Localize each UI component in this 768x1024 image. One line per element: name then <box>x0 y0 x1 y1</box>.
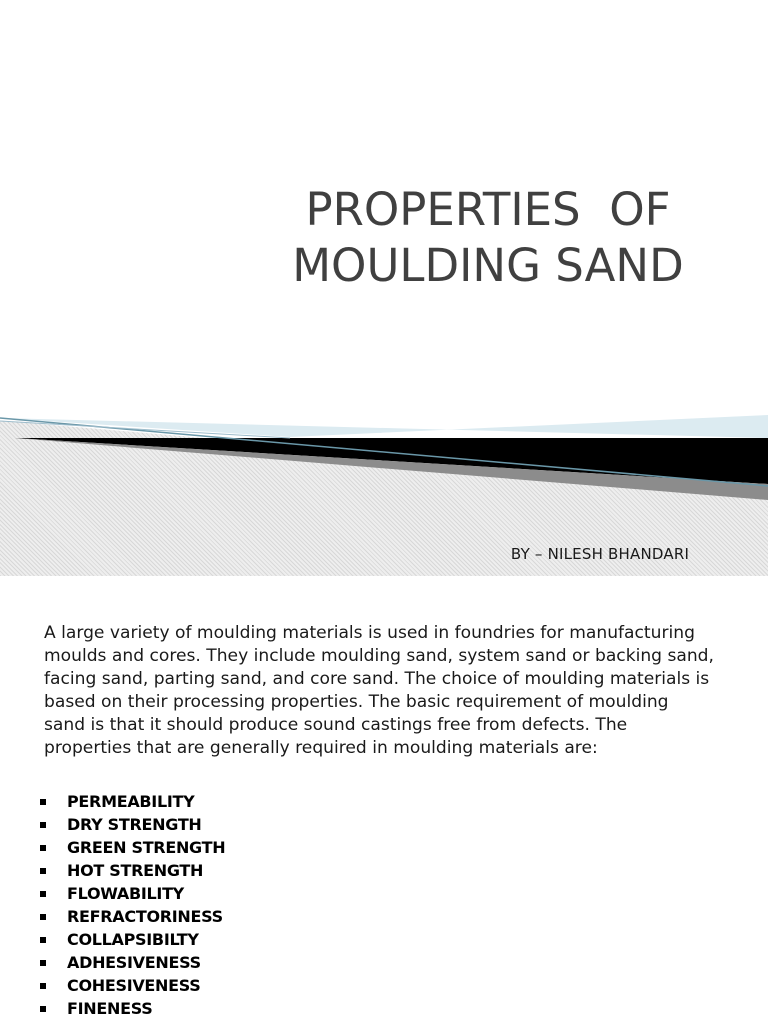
property-label: FINENESS <box>67 999 153 1018</box>
list-item <box>0 997 225 1020</box>
list-item <box>0 813 225 836</box>
content-slide <box>0 576 768 1024</box>
square-bullet-icon <box>40 799 46 805</box>
property-label: COLLAPSIBILTY <box>67 930 199 949</box>
square-bullet-icon <box>40 937 46 943</box>
property-label: COHESIVENESS <box>67 976 201 995</box>
square-bullet-icon <box>40 960 46 966</box>
list-item <box>0 859 225 882</box>
property-label: ADHESIVENESS <box>67 953 201 972</box>
list-item <box>0 974 225 997</box>
square-bullet-icon <box>40 983 46 989</box>
square-bullet-icon <box>40 891 46 897</box>
list-item <box>0 882 225 905</box>
presentation-title <box>258 182 718 294</box>
light-blue-band <box>0 415 768 438</box>
author-byline: BY – NILESH BHANDARI <box>510 545 690 563</box>
properties-list <box>0 790 225 1020</box>
square-bullet-icon <box>40 1006 46 1012</box>
square-bullet-icon <box>40 822 46 828</box>
title-line-2: MOULDING SAND <box>292 239 684 292</box>
square-bullet-icon <box>40 914 46 920</box>
property-label: DRY STRENGTH <box>67 815 202 834</box>
list-item <box>0 905 225 928</box>
property-label: GREEN STRENGTH <box>67 838 226 857</box>
property-label: FLOWABILITY <box>67 884 184 903</box>
list-item <box>0 951 225 974</box>
intro-paragraph: A large variety of moulding materials is used in foundries for manufacturing moulds and cores. They include moulding sand, system sand or backing sand, facing sand, parting sand, and core sand. The choice of moulding materials is based on their processing properties. The basic requirement of moulding sand is that it should produce sound castings free from defects. The properties that are generally required in moulding materials are: <box>44 623 714 758</box>
list-item <box>0 928 225 951</box>
property-label: REFRACTORINESS <box>67 907 223 926</box>
property-label: PERMEABILITY <box>67 792 195 811</box>
title-line-1: PROPERTIES OF <box>305 183 671 236</box>
list-item <box>0 790 225 813</box>
list-item <box>0 836 225 859</box>
square-bullet-icon <box>40 845 46 851</box>
property-label: HOT STRENGTH <box>67 861 204 880</box>
square-bullet-icon <box>40 868 46 874</box>
